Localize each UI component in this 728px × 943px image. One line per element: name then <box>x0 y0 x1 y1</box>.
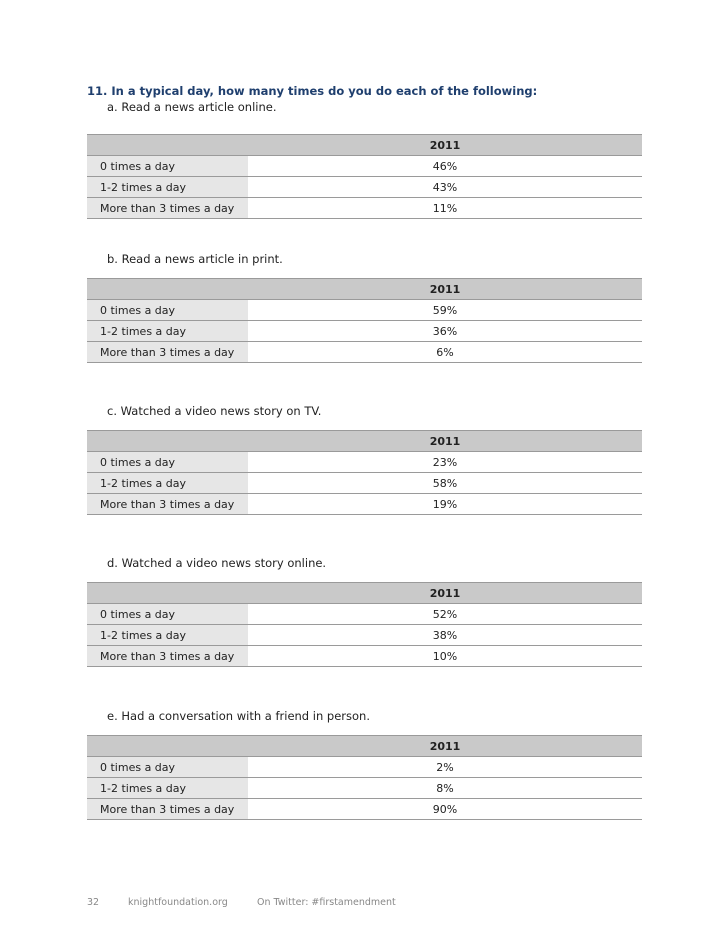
row-label: 1-2 times a day <box>87 778 248 799</box>
table-row <box>87 321 642 342</box>
row-label: 1-2 times a day <box>87 177 248 198</box>
table-row <box>87 452 642 473</box>
table-row <box>87 604 642 625</box>
row-label: 0 times a day <box>87 300 248 321</box>
table-row <box>87 300 642 321</box>
table-row <box>87 473 642 494</box>
row-label: More than 3 times a day <box>87 342 248 363</box>
table-row <box>87 494 642 515</box>
table-row <box>87 757 642 778</box>
header-empty-cell <box>87 279 248 300</box>
row-value: 10% <box>248 646 642 667</box>
section-subtitle: b. Read a news article in print. <box>107 252 283 266</box>
row-label: More than 3 times a day <box>87 799 248 820</box>
row-value: 38% <box>248 625 642 646</box>
row-value: 19% <box>248 494 642 515</box>
row-label: 1-2 times a day <box>87 321 248 342</box>
row-value: 8% <box>248 778 642 799</box>
row-label: More than 3 times a day <box>87 646 248 667</box>
row-value: 2% <box>248 757 642 778</box>
table-row <box>87 156 642 177</box>
year-header: 2011 <box>248 135 642 156</box>
row-label: 0 times a day <box>87 604 248 625</box>
results-table <box>87 735 642 820</box>
row-value: 23% <box>248 452 642 473</box>
section-subtitle: a. Read a news article online. <box>107 100 277 114</box>
header-empty-cell <box>87 135 248 156</box>
row-value: 90% <box>248 799 642 820</box>
table-row <box>87 799 642 820</box>
header-empty-cell <box>87 583 248 604</box>
row-label: 1-2 times a day <box>87 625 248 646</box>
table-row <box>87 177 642 198</box>
row-value: 11% <box>248 198 642 219</box>
footer-site-link[interactable]: knightfoundation.org <box>128 897 228 908</box>
section-subtitle: e. Had a conversation with a friend in person. <box>107 709 370 723</box>
footer-twitter: On Twitter: #firstamendment <box>257 897 396 908</box>
row-value: 59% <box>248 300 642 321</box>
question-title: 11. In a typical day, how many times do you do each of the following: <box>87 84 538 98</box>
header-empty-cell <box>87 431 248 452</box>
page-number: 32 <box>87 897 100 908</box>
year-header: 2011 <box>248 279 642 300</box>
row-label: 1-2 times a day <box>87 473 248 494</box>
header-empty-cell <box>87 736 248 757</box>
table-row <box>87 198 642 219</box>
year-header: 2011 <box>248 736 642 757</box>
results-table <box>87 430 642 515</box>
table-row <box>87 342 642 363</box>
section-subtitle: d. Watched a video news story online. <box>107 556 327 570</box>
row-value: 46% <box>248 156 642 177</box>
table-row <box>87 625 642 646</box>
results-table <box>87 134 642 219</box>
row-value: 36% <box>248 321 642 342</box>
year-header: 2011 <box>248 431 642 452</box>
row-label: More than 3 times a day <box>87 198 248 219</box>
results-table <box>87 278 642 363</box>
year-header: 2011 <box>248 583 642 604</box>
row-value: 6% <box>248 342 642 363</box>
row-label: 0 times a day <box>87 757 248 778</box>
table-row <box>87 778 642 799</box>
table-row <box>87 646 642 667</box>
section-subtitle: c. Watched a video news story on TV. <box>107 404 322 418</box>
row-value: 52% <box>248 604 642 625</box>
row-label: More than 3 times a day <box>87 494 248 515</box>
row-label: 0 times a day <box>87 452 248 473</box>
row-label: 0 times a day <box>87 156 248 177</box>
row-value: 43% <box>248 177 642 198</box>
row-value: 58% <box>248 473 642 494</box>
results-table <box>87 582 642 667</box>
